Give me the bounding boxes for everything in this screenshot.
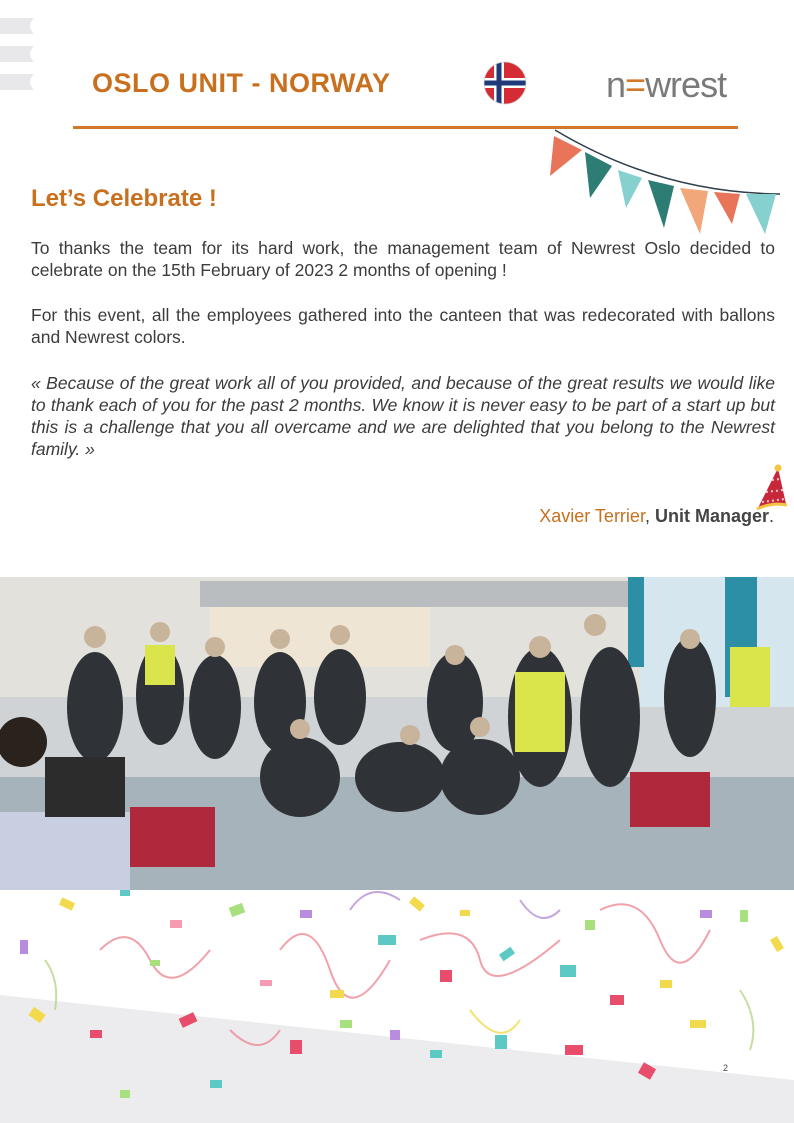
party-hat-icon [752, 464, 792, 512]
event-paragraph: For this event, all the employees gathered into the canteen that was redecorated with ballons and Newrest colors. [31, 305, 775, 347]
newrest-logo: n=wrest [606, 64, 727, 105]
section-heading: Let’s Celebrate ! [31, 185, 217, 212]
confetti-decoration [0, 880, 794, 1123]
signature-role: Unit Manager [654, 506, 769, 526]
intro-paragraph: To thanks the team for its hard work, the management team of Newrest Oslo decided to celebrate on the 15th February of 2023 2 months of opening ! [31, 238, 775, 280]
quote-paragraph: « Because of the great work all of you provided, and because of the great results we would like to thank each of you for the past 2 months. We know it is never easy to be part of a start up but this is a challenge that you all overcame and we are delighted that you belong to the Newrest family. » [31, 373, 775, 459]
bunting-banner-icon [540, 128, 790, 238]
team-group-photo [0, 577, 794, 890]
norway-flag-icon [483, 61, 527, 105]
signature-name: Xavier Terrier [539, 506, 645, 526]
page-number: 2 [723, 1063, 729, 1073]
signature: Xavier Terrier, Unit Manager. [539, 506, 774, 526]
corner-stripes-decoration [0, 18, 40, 108]
page-title: OSLO UNIT - NORWAY [92, 68, 391, 98]
